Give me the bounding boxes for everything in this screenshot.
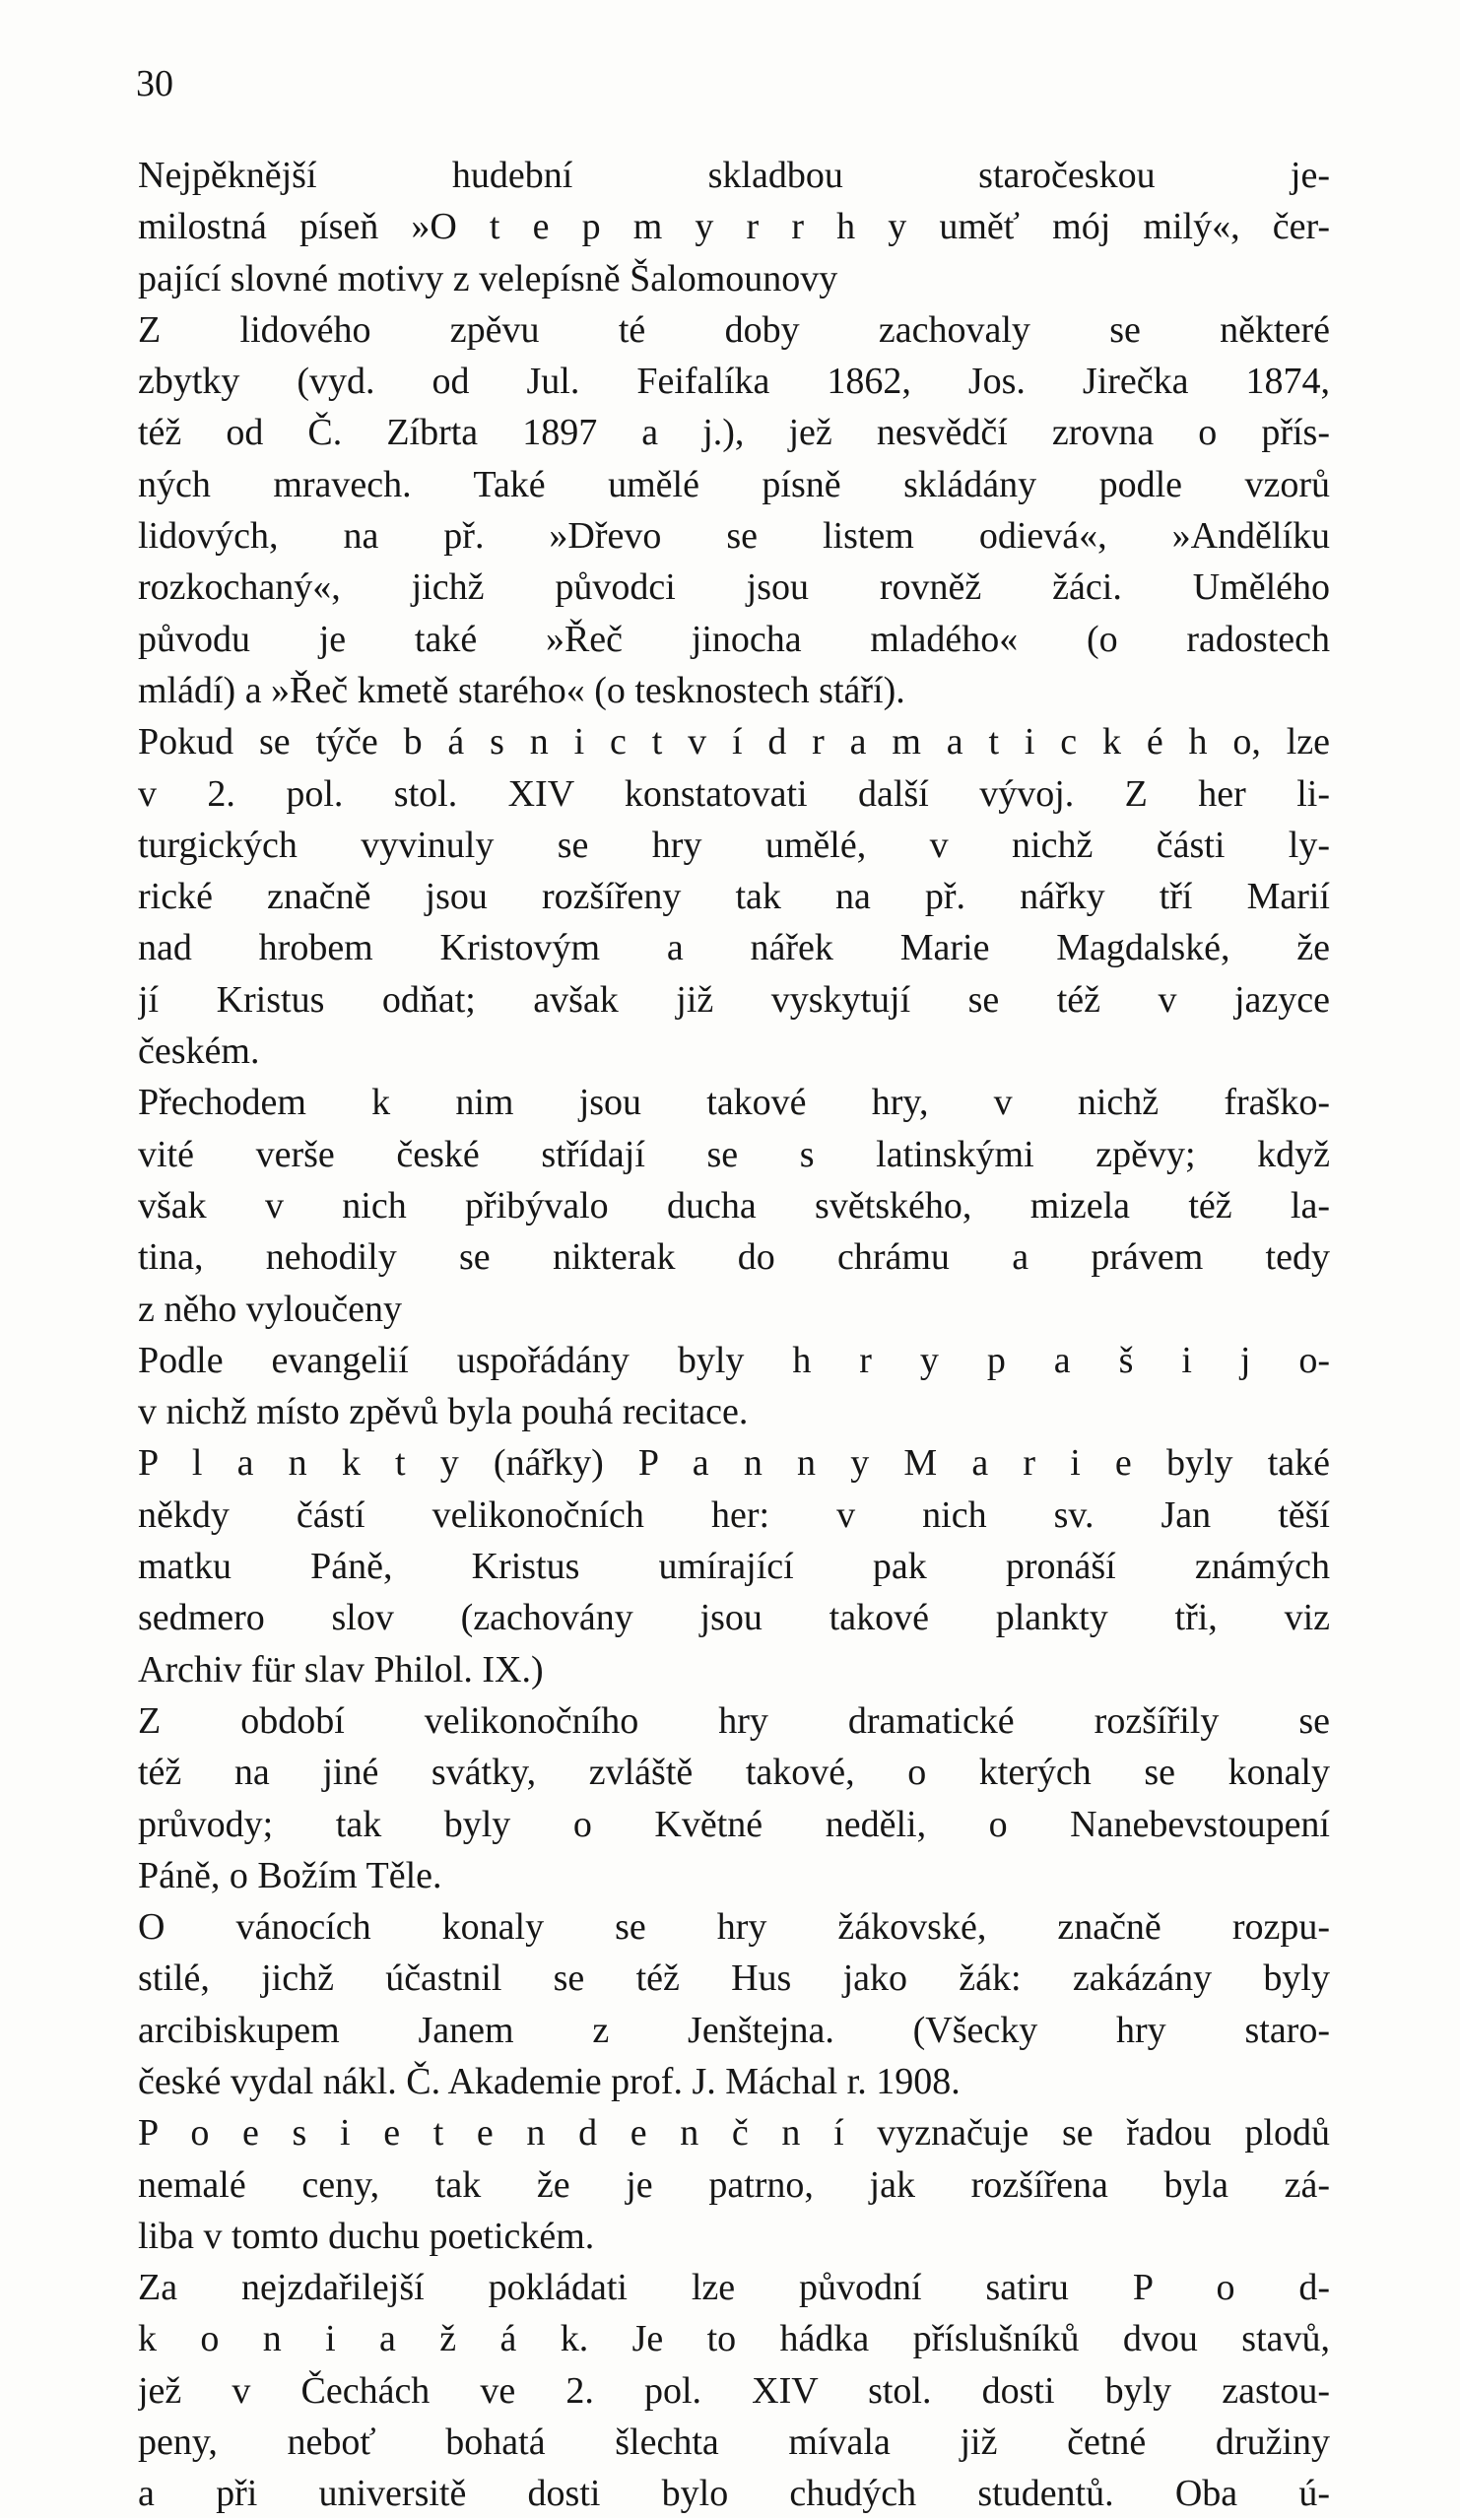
text-line: Z období velikonočního hry dramatické rozšířily se xyxy=(138,1699,1330,1742)
text-line: někdy částí velikonočních her: v nich sv. Jan těší xyxy=(138,1493,1330,1536)
text-line: jež v Čechách ve 2. pol. XIV stol. dosti byly zastou- xyxy=(138,2369,1330,2412)
text-line: Přechodem k nim jsou takové hry, v nichž fraško- xyxy=(138,1082,1330,1124)
text-line: českém. xyxy=(138,1030,260,1073)
text-line: liba v tomto duchu poetickém. xyxy=(138,2215,595,2257)
text-line: Nejpěknější hudební skladbou staročeskou je- xyxy=(138,155,1330,196)
text-line: v 2. pol. stol. XIV konstatovati další vývoj. Z her li- xyxy=(138,772,1330,815)
text-line: milostná píseň »O t e p m y r r h y uměť mój milý«, čer- xyxy=(138,206,1330,248)
text-line: Archiv für slav Philol. IX.) xyxy=(138,1648,544,1691)
text-line: pající slovné motivy z velepísně Šalomounovy xyxy=(138,257,838,299)
text-line: Za nejzdařilejší pokládati lze původní satiru P o d- xyxy=(138,2267,1330,2309)
text-line: ných mravech. Také umělé písně skládány podle vzorů xyxy=(138,463,1330,505)
text-line: v nichž místo zpěvů byla pouhá recitace. xyxy=(138,1391,749,1433)
text-line: stilé, jichž účastnil se též Hus jako žák: zakázány byly xyxy=(138,1957,1330,2000)
text-line: též na jiné svátky, zvláště takové, o kterých se konaly xyxy=(138,1752,1330,1794)
text-line: turgických vyvinuly se hry umělé, v nichž části ly- xyxy=(138,824,1330,866)
text-line: rické značně jsou rozšířeny tak na př. nářky tří Marií xyxy=(138,876,1330,918)
text-line: rozkochaný«, jichž původci jsou rovněž žáci. Umělého xyxy=(138,566,1330,609)
text-line: české vydal nákl. Č. Akademie prof. J. Máchal r. 1908. xyxy=(138,2060,961,2102)
text-line: k o n i a ž á k. Je to hádka příslušníků dvou stavů, xyxy=(138,2318,1330,2360)
text-line: matku Páně, Kristus umírající pak pronáší známých xyxy=(138,1546,1330,1588)
body-text xyxy=(138,150,1330,2520)
text-line: a při universitě dosti bylo chudých studentů. Oba ú- xyxy=(138,2473,1330,2515)
page-number: 30 xyxy=(136,63,173,104)
text-line: však v nich přibývalo ducha světského, mizela též la- xyxy=(138,1184,1330,1227)
text-line: původu je také »Řeč jinocha mladého« (o radostech xyxy=(138,618,1330,660)
text-line: vité verše české střídají se s latinskými zpěvy; když xyxy=(138,1133,1330,1175)
text-line: P o e s i e t e n d e n č n í vyznačuje se řadou plodů xyxy=(138,2112,1330,2155)
text-line: lidových, na př. »Dřevo se listem odievá«, »Andělíku xyxy=(138,515,1330,558)
text-line: z něho vyloučeny xyxy=(138,1288,403,1330)
text-line: nad hrobem Kristovým a nářek Marie Magdalské, že xyxy=(138,927,1330,969)
text-line: nemalé ceny, tak že je patrno, jak rozšířena byla zá- xyxy=(138,2163,1330,2206)
text-line: též od Č. Zíbrta 1897 a j.), jež nesvědčí zrovna o přís- xyxy=(138,412,1330,454)
text-line: O vánocích konaly se hry žákovské, značně rozpu- xyxy=(138,1906,1330,1949)
text-line: P l a n k t y (nářky) P a n n y M a r i e byly také xyxy=(138,1442,1330,1485)
text-line: jí Kristus odňat; avšak již vyskytují se též v jazyce xyxy=(138,978,1330,1021)
text-line: Pokud se týče b á s n i c t v í d r a m a t i c k é h o, lze xyxy=(138,721,1330,763)
text-line: peny, neboť bohatá šlechta mívala již četné družiny xyxy=(138,2421,1330,2464)
text-line: Páně, o Božím Těle. xyxy=(138,1854,442,1896)
text-line: průvody; tak byly o Květné neděli, o Nanebevstoupení xyxy=(138,1803,1330,1845)
text-line: sedmero slov (zachovány jsou takové plankty tři, viz xyxy=(138,1597,1330,1639)
text-line: Podle evangelií uspořádány byly h r y p a š i j o- xyxy=(138,1339,1330,1381)
text-line: zbytky (vyd. od Jul. Feifalíka 1862, Jos. Jirečka 1874, xyxy=(138,361,1330,403)
text-line: arcibiskupem Janem z Jenštejna. (Všecky hry staro- xyxy=(138,2009,1330,2051)
text-line: mládí) a »Řeč kmetě starého« (o tesknostech stáří). xyxy=(138,669,905,711)
text-line: Z lidového zpěvu té doby zachovaly se některé xyxy=(138,308,1330,351)
text-line: tina, nehodily se nikterak do chrámu a právem tedy xyxy=(138,1236,1330,1279)
